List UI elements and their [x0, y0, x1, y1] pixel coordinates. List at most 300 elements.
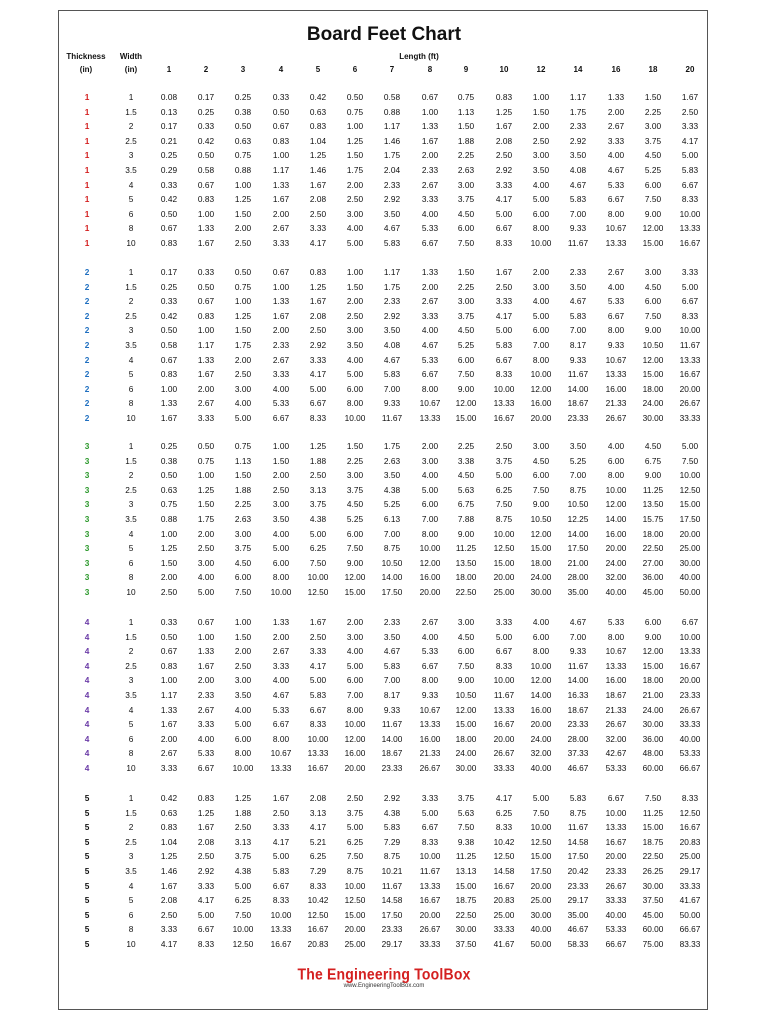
- board-feet-cell: 13.50: [455, 557, 477, 568]
- board-feet-cell: 3.75: [234, 851, 252, 862]
- board-feet-cell: 45.00: [642, 909, 664, 920]
- board-feet-cell: 1.00: [197, 208, 215, 219]
- board-feet-cell: 17.50: [679, 514, 701, 524]
- board-feet-cell: 10.50: [567, 499, 589, 510]
- board-feet-cell: 18.00: [455, 572, 477, 583]
- board-feet-cell: 8.33: [495, 238, 513, 248]
- board-feet-cell: 7.50: [234, 909, 252, 920]
- board-feet-cell: 1.00: [197, 631, 215, 642]
- board-feet-cell: 3.00: [346, 470, 364, 481]
- board-feet-cell: 6.00: [532, 325, 550, 336]
- board-feet-cell: 1.50: [644, 92, 662, 102]
- board-feet-cell: 3.00: [457, 296, 475, 307]
- board-feet-cell: 40.00: [679, 572, 701, 583]
- board-feet-cell: 2.33: [383, 617, 401, 627]
- board-feet-cell: 0.67: [197, 179, 215, 190]
- board-feet-cell: 5.00: [495, 470, 513, 481]
- board-feet-cell: 21.00: [567, 557, 589, 568]
- width-cell: 3.5: [125, 165, 137, 175]
- board-feet-cell: 2.25: [644, 106, 662, 117]
- board-feet-cell: 2.50: [234, 660, 252, 671]
- width-cell: 2.5: [125, 660, 137, 671]
- board-feet-cell: 3.00: [346, 325, 364, 336]
- board-feet-cell: 8.00: [421, 528, 439, 539]
- board-feet-cell: 5.00: [346, 660, 364, 671]
- board-feet-cell: 13.33: [419, 413, 441, 423]
- width-cell: 1: [128, 267, 134, 277]
- board-feet-cell: 0.83: [197, 310, 215, 321]
- board-feet-cell: 7.50: [346, 851, 364, 862]
- width-cell: 1: [128, 793, 134, 803]
- board-feet-cell: 66.67: [679, 924, 701, 935]
- board-feet-cell: 11.25: [642, 484, 664, 495]
- board-feet-cell: 3.00: [234, 528, 252, 539]
- board-feet-cell: 1.25: [346, 135, 364, 146]
- board-feet-cell: 9.00: [457, 675, 475, 686]
- board-feet-cell: 26.67: [679, 398, 701, 409]
- board-feet-cell: 4.00: [272, 675, 290, 686]
- board-feet-cell: 2.25: [457, 441, 475, 451]
- board-feet-cell: 16.67: [493, 880, 515, 891]
- board-feet-cell: 3.75: [234, 543, 252, 554]
- board-feet-cell: 2.50: [346, 793, 364, 803]
- board-feet-cell: 2.67: [197, 704, 215, 715]
- board-feet-cell: 5.00: [309, 383, 327, 394]
- length-col-header: 20: [685, 65, 695, 74]
- board-feet-cell: 2.00: [272, 325, 290, 336]
- board-feet-cell: 5.33: [421, 354, 439, 365]
- board-feet-cell: 10.42: [307, 895, 329, 906]
- thickness-cell: 1: [84, 92, 90, 102]
- board-feet-cell: 13.33: [605, 660, 627, 671]
- board-feet-cell: 0.83: [309, 121, 327, 132]
- board-feet-cell: 1.88: [234, 807, 252, 818]
- board-feet-cell: 0.83: [495, 92, 513, 102]
- board-feet-cell: 1.00: [160, 675, 178, 686]
- board-feet-cell: 2.63: [234, 514, 252, 524]
- board-feet-cell: 0.63: [309, 106, 327, 117]
- width-cell: 10: [126, 763, 136, 773]
- board-feet-cell: 33.33: [679, 719, 701, 730]
- board-feet-cell: 6.75: [644, 455, 662, 466]
- board-feet-cell: 2.50: [197, 543, 215, 554]
- board-feet-cell: 2.04: [383, 165, 401, 175]
- board-feet-cell: 32.00: [605, 733, 627, 744]
- width-cell: 2: [128, 822, 134, 833]
- board-feet-cell: 24.00: [530, 572, 552, 583]
- board-feet-cell: 30.00: [455, 924, 477, 935]
- board-feet-cell: 6.00: [346, 675, 364, 686]
- board-feet-cell: 3.75: [457, 194, 475, 205]
- board-feet-cell: 5.00: [197, 587, 215, 597]
- board-feet-cell: 6.00: [644, 617, 662, 627]
- board-feet-cell: 3.33: [495, 179, 513, 190]
- board-feet-cell: 11.67: [567, 238, 589, 248]
- board-feet-cell: 1.46: [383, 135, 401, 146]
- board-feet-cell: 46.67: [567, 763, 589, 773]
- footer-brand: The Engineering ToolBox: [297, 965, 471, 983]
- board-feet-cell: 1.50: [346, 150, 364, 161]
- board-feet-cell: 8.75: [383, 543, 401, 554]
- width-cell: 4: [128, 880, 134, 891]
- board-feet-cell: 12.50: [530, 836, 552, 847]
- board-feet-cell: 4.17: [681, 135, 699, 146]
- board-feet-cell: 2.00: [272, 631, 290, 642]
- thickness-cell: 2: [84, 413, 90, 423]
- board-feet-cell: 4.38: [383, 484, 401, 495]
- board-feet-cell: 4.00: [197, 733, 215, 744]
- board-feet-cell: 2.00: [234, 354, 252, 365]
- board-feet-cell: 0.75: [457, 92, 475, 102]
- thickness-cell: 1: [84, 150, 90, 161]
- board-feet-cell: 3.75: [309, 499, 327, 510]
- board-feet-cell: 23.33: [567, 413, 589, 423]
- board-feet-cell: 22.50: [642, 851, 664, 862]
- board-feet-cell: 6.00: [532, 208, 550, 219]
- chart-sheet: [58, 10, 708, 1010]
- width-cell: 5: [128, 719, 134, 730]
- board-feet-cell: 5.00: [421, 807, 439, 818]
- board-feet-cell: 8.33: [495, 660, 513, 671]
- board-feet-cell: 4.00: [234, 398, 252, 409]
- board-feet-cell: 0.58: [160, 340, 178, 350]
- board-feet-cell: 3.50: [272, 514, 290, 524]
- board-feet-cell: 1.00: [532, 92, 550, 102]
- board-feet-cell: 29.17: [567, 895, 589, 906]
- board-feet-cell: 12.50: [679, 807, 701, 818]
- board-feet-cell: 3.33: [681, 267, 699, 277]
- board-feet-cell: 0.75: [234, 281, 252, 292]
- board-feet-cell: 1.67: [197, 660, 215, 671]
- board-feet-cell: 5.21: [309, 836, 327, 847]
- board-feet-cell: 7.29: [309, 866, 327, 876]
- thickness-cell: 4: [84, 690, 90, 700]
- board-feet-cell: 1.67: [160, 880, 178, 891]
- board-feet-cell: 0.13: [160, 106, 178, 117]
- board-feet-cell: 3.33: [272, 822, 290, 833]
- board-feet-cell: 18.00: [642, 528, 664, 539]
- board-feet-cell: 6.00: [457, 223, 475, 234]
- board-feet-cell: 4.08: [383, 340, 401, 350]
- board-feet-cell: 5.00: [495, 208, 513, 219]
- board-feet-cell: 4.50: [644, 441, 662, 451]
- board-feet-cell: 6.25: [309, 851, 327, 862]
- board-feet-cell: 4.00: [607, 281, 625, 292]
- board-feet-cell: 1.25: [160, 543, 178, 554]
- board-feet-cell: 33.33: [493, 763, 515, 773]
- board-feet-cell: 3.13: [309, 484, 327, 495]
- board-feet-cell: 1.33: [272, 179, 290, 190]
- board-feet-cell: 1.33: [272, 296, 290, 307]
- board-feet-cell: 12.00: [419, 557, 441, 568]
- board-feet-cell: 24.00: [605, 557, 627, 568]
- board-feet-cell: 0.75: [234, 150, 252, 161]
- board-feet-cell: 13.33: [419, 719, 441, 730]
- length-col-header: 12: [536, 65, 546, 74]
- board-feet-cell: 4.00: [421, 631, 439, 642]
- board-feet-cell: 6.75: [457, 499, 475, 510]
- board-feet-cell: 1.88: [309, 455, 327, 466]
- thickness-cell: 4: [84, 763, 90, 773]
- board-feet-cell: 1.33: [160, 398, 178, 409]
- board-feet-cell: 3.00: [644, 267, 662, 277]
- board-feet-cell: 0.88: [160, 514, 178, 524]
- board-feet-cell: 0.50: [272, 106, 290, 117]
- board-feet-cell: 4.50: [644, 281, 662, 292]
- width-cell: 3: [128, 325, 134, 336]
- board-feet-cell: 8.33: [197, 939, 215, 949]
- board-feet-cell: 0.29: [160, 165, 178, 175]
- board-feet-cell: 10.50: [381, 557, 403, 568]
- board-feet-cell: 1.17: [197, 340, 215, 350]
- board-feet-cell: 20.00: [605, 543, 627, 554]
- board-feet-cell: 3.75: [457, 793, 475, 803]
- board-feet-cell: 3.33: [309, 223, 327, 234]
- board-feet-cell: 10.50: [455, 690, 477, 700]
- board-feet-cell: 2.67: [607, 267, 625, 277]
- board-feet-cell: 3.50: [383, 631, 401, 642]
- board-feet-cell: 1.17: [569, 92, 587, 102]
- board-feet-cell: 8.00: [272, 572, 290, 583]
- board-feet-cell: 1.25: [234, 310, 252, 321]
- board-feet-cell: 4.17: [197, 895, 215, 906]
- board-feet-cell: 4.00: [346, 223, 364, 234]
- board-feet-cell: 1.00: [272, 441, 290, 451]
- board-feet-cell: 2.50: [234, 369, 252, 380]
- thickness-cell: 3: [84, 455, 90, 466]
- board-feet-cell: 16.67: [419, 895, 441, 906]
- width-cell: 6: [128, 909, 134, 920]
- board-feet-cell: 5.83: [383, 660, 401, 671]
- board-feet-cell: 17.50: [567, 851, 589, 862]
- board-feet-cell: 6.67: [495, 646, 513, 657]
- board-feet-cell: 5.25: [457, 340, 475, 350]
- board-feet-cell: 18.00: [642, 383, 664, 394]
- board-feet-cell: 3.00: [234, 383, 252, 394]
- board-feet-cell: 3.75: [495, 455, 513, 466]
- board-feet-cell: 7.00: [383, 383, 401, 394]
- board-feet-cell: 12.50: [232, 939, 254, 949]
- board-feet-cell: 0.83: [272, 135, 290, 146]
- board-feet-cell: 5.00: [346, 822, 364, 833]
- board-feet-cell: 2.92: [383, 310, 401, 321]
- board-feet-cell: 0.33: [160, 617, 178, 627]
- board-feet-cell: 32.00: [605, 572, 627, 583]
- board-feet-cell: 16.67: [679, 822, 701, 833]
- board-feet-cell: 1.67: [421, 135, 439, 146]
- board-feet-cell: 13.50: [642, 499, 664, 510]
- board-feet-cell: 5.83: [383, 822, 401, 833]
- board-feet-cell: 2.00: [346, 617, 364, 627]
- board-feet-cell: 6.67: [421, 660, 439, 671]
- board-feet-cell: 14.00: [567, 528, 589, 539]
- width-cell: 5: [128, 543, 134, 554]
- width-cell: 4: [128, 179, 134, 190]
- board-feet-cell: 10.21: [381, 866, 403, 876]
- board-feet-cell: 0.75: [197, 455, 215, 466]
- board-feet-cell: 7.50: [532, 484, 550, 495]
- board-feet-cell: 46.67: [567, 924, 589, 935]
- board-feet-cell: 0.50: [160, 470, 178, 481]
- board-feet-cell: 10.00: [530, 238, 552, 248]
- board-feet-cell: 16.67: [307, 763, 329, 773]
- board-feet-cell: 2.67: [272, 646, 290, 657]
- board-feet-cell: 1.75: [197, 514, 215, 524]
- thickness-cell: 4: [84, 617, 90, 627]
- board-feet-cell: 6.00: [272, 557, 290, 568]
- board-feet-cell: 8.75: [346, 866, 364, 876]
- board-feet-cell: 3.50: [569, 150, 587, 161]
- board-feet-cell: 2.50: [495, 441, 513, 451]
- board-feet-cell: 0.67: [421, 92, 439, 102]
- board-feet-cell: 1.67: [309, 617, 327, 627]
- board-feet-cell: 5.00: [532, 793, 550, 803]
- board-feet-cell: 1.50: [532, 106, 550, 117]
- board-feet-cell: 1.88: [234, 484, 252, 495]
- thickness-cell: 2: [84, 340, 90, 350]
- width-cell: 1.5: [125, 807, 137, 818]
- board-feet-cell: 6.67: [681, 179, 699, 190]
- width-cell: 2: [128, 470, 134, 481]
- board-feet-cell: 18.67: [567, 398, 589, 409]
- board-feet-cell: 18.00: [455, 733, 477, 744]
- board-feet-cell: 7.29: [383, 836, 401, 847]
- board-feet-cell: 4.67: [569, 617, 587, 627]
- board-feet-cell: 1.67: [309, 179, 327, 190]
- board-feet-cell: 25.00: [493, 587, 515, 597]
- width-cell: 8: [128, 748, 134, 759]
- thickness-cell: 4: [84, 660, 90, 671]
- board-feet-cell: 5.33: [607, 179, 625, 190]
- board-feet-cell: 60.00: [642, 763, 664, 773]
- board-feet-cell: 1.25: [160, 851, 178, 862]
- board-feet-cell: 6.00: [644, 179, 662, 190]
- board-feet-cell: 1.17: [383, 267, 401, 277]
- board-feet-cell: 1.00: [234, 617, 252, 627]
- board-feet-cell: 18.67: [381, 748, 403, 759]
- board-feet-cell: 4.00: [421, 470, 439, 481]
- length-col-header: 2: [203, 65, 209, 74]
- board-feet-cell: 13.33: [270, 763, 292, 773]
- width-cell: 6: [128, 208, 134, 219]
- board-feet-cell: 0.83: [197, 194, 215, 205]
- width-cell: 1.5: [125, 281, 137, 292]
- board-feet-cell: 41.67: [679, 895, 701, 906]
- board-feet-cell: 1.00: [160, 383, 178, 394]
- board-feet-cell: 42.67: [605, 748, 627, 759]
- board-feet-cell: 2.67: [272, 354, 290, 365]
- length-col-header: 9: [463, 65, 469, 74]
- board-feet-cell: 13.33: [419, 880, 441, 891]
- board-feet-cell: 1.67: [197, 369, 215, 380]
- width-cell: 8: [128, 398, 134, 409]
- board-feet-cell: 7.50: [457, 238, 475, 248]
- board-feet-cell: 1.67: [681, 92, 699, 102]
- board-feet-cell: 2.33: [383, 179, 401, 190]
- thickness-cell: 4: [84, 733, 90, 744]
- board-feet-cell: 10.00: [493, 675, 515, 686]
- width-cell: 3.5: [125, 866, 137, 876]
- board-feet-cell: 12.50: [679, 484, 701, 495]
- board-feet-cell: 0.25: [234, 92, 252, 102]
- board-feet-cell: 2.00: [197, 528, 215, 539]
- board-feet-cell: 1.00: [272, 150, 290, 161]
- board-feet-cell: 10.00: [270, 909, 292, 920]
- board-feet-cell: 25.00: [344, 939, 366, 949]
- board-feet-cell: 4.17: [495, 194, 513, 205]
- board-feet-cell: 1.46: [309, 165, 327, 175]
- board-feet-cell: 24.00: [642, 704, 664, 715]
- board-feet-cell: 2.00: [421, 441, 439, 451]
- board-feet-cell: 16.67: [307, 924, 329, 935]
- thickness-cell: 1: [84, 194, 90, 205]
- board-feet-cell: 0.33: [272, 92, 290, 102]
- board-feet-cell: 10.00: [344, 413, 366, 423]
- board-feet-cell: 2.00: [234, 223, 252, 234]
- board-feet-cell: 30.00: [530, 909, 552, 920]
- board-feet-cell: 6.00: [607, 455, 625, 466]
- board-feet-cell: 14.00: [381, 572, 403, 583]
- board-feet-cell: 1.25: [309, 281, 327, 292]
- board-feet-cell: 11.67: [567, 369, 589, 380]
- board-feet-cell: 3.33: [421, 194, 439, 205]
- board-feet-cell: 11.67: [381, 719, 403, 730]
- board-feet-cell: 24.00: [530, 733, 552, 744]
- board-feet-cell: 12.00: [642, 354, 664, 365]
- board-feet-cell: 7.00: [569, 325, 587, 336]
- board-feet-cell: 1.67: [272, 310, 290, 321]
- board-feet-cell: 75.00: [642, 939, 664, 949]
- board-feet-cell: 23.33: [679, 690, 701, 700]
- board-feet-cell: 9.33: [607, 340, 625, 350]
- board-feet-cell: 0.83: [160, 238, 178, 248]
- board-feet-cell: 20.00: [530, 719, 552, 730]
- thickness-cell: 4: [84, 704, 90, 715]
- board-feet-cell: 2.67: [160, 748, 178, 759]
- board-feet-cell: 1.25: [197, 807, 215, 818]
- board-feet-cell: 8.33: [309, 880, 327, 891]
- board-feet-cell: 2.08: [309, 793, 327, 803]
- board-feet-cell: 3.33: [607, 135, 625, 146]
- board-feet-cell: 6.67: [607, 310, 625, 321]
- board-feet-cell: 2.50: [309, 325, 327, 336]
- thickness-cell: 5: [84, 895, 90, 906]
- board-feet-cell: 0.58: [383, 92, 401, 102]
- board-feet-cell: 10.00: [530, 369, 552, 380]
- board-feet-cell: 2.92: [495, 165, 513, 175]
- width-cell: 2.5: [125, 310, 137, 321]
- board-feet-cell: 0.83: [309, 267, 327, 277]
- board-feet-cell: 0.83: [160, 369, 178, 380]
- thickness-cell: 2: [84, 325, 90, 336]
- board-feet-cell: 10.42: [493, 836, 515, 847]
- board-feet-cell: 15.00: [642, 369, 664, 380]
- board-feet-cell: 10.00: [270, 587, 292, 597]
- board-feet-cell: 0.33: [160, 179, 178, 190]
- board-feet-cell: 25.00: [493, 909, 515, 920]
- board-feet-cell: 0.50: [234, 267, 252, 277]
- board-feet-cell: 10.67: [605, 354, 627, 365]
- board-feet-cell: 11.67: [419, 866, 441, 876]
- board-feet-cell: 5.00: [681, 441, 699, 451]
- board-feet-cell: 10.00: [493, 383, 515, 394]
- board-feet-cell: 11.67: [381, 413, 403, 423]
- thickness-cell: 2: [84, 398, 90, 409]
- board-feet-cell: 10.00: [679, 631, 701, 642]
- width-cell: 1: [128, 617, 134, 627]
- board-feet-cell: 5.00: [234, 880, 252, 891]
- board-feet-cell: 1.67: [495, 267, 513, 277]
